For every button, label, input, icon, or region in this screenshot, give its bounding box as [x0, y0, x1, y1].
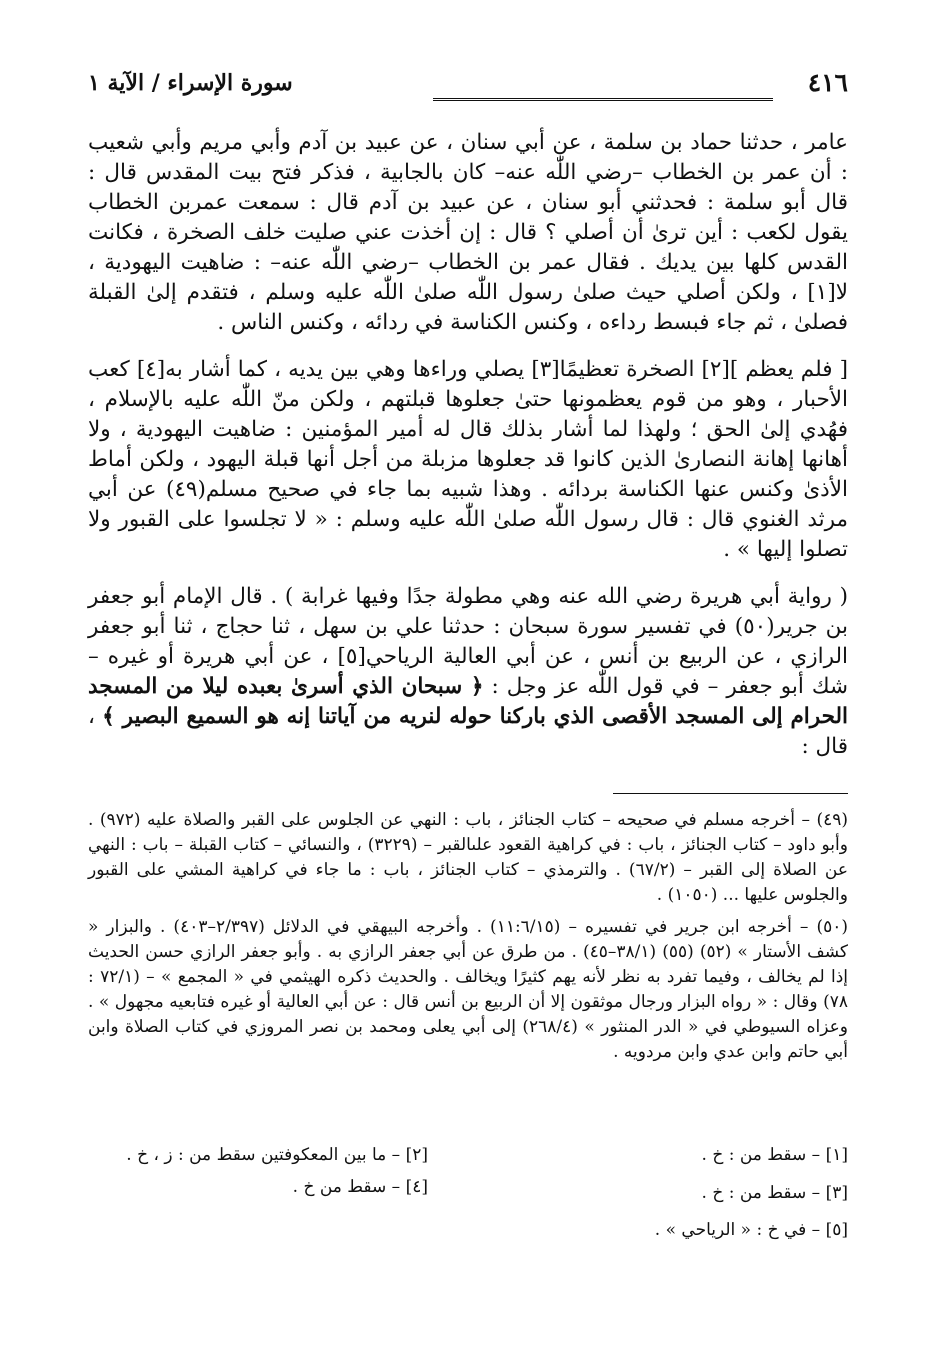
paragraph-3-lead: ( رواية أبي هريرة رضي الله عنه وهي مطولة جدًا وفيها غرابة ) . قال الإمام أبو جعفر بن جرير(٥٠) في تفسير سورة سبحان : حدثنا علي بن سهل ، ثنا حجاج ، ثنا أبو جعفر الرازي ، عن الربيع بن أنس ، عن أبي العالية الرياحي[٥] ، عن أبي هريرة أو غيره – شك أبو جعفر – في قول اللّٰه عز وجل :	[88, 584, 848, 699]
variant-note-1: [١] – سقط من : خ .	[701, 1145, 848, 1165]
footnotes	[88, 808, 848, 1072]
header-rule	[433, 98, 773, 101]
variant-note-4: [٤] – سقط من خ .	[292, 1177, 428, 1197]
variant-note-3: [٣] – سقط من : خ .	[701, 1183, 848, 1203]
variant-note-2: [٢] – ما بين المعكوفتين سقط من : ز ، خ .	[126, 1145, 428, 1165]
paragraph-1: عامر ، حدثنا حماد بن سلمة ، عن أبي سنان ، عن عبيد بن آدم وأبي مريم وأبي شعيب : أن عمر بن الخطاب –رضي اللّٰه عنه– كان بالجابية ، فذكر فتح بيت المقدس قال : قال أبو سلمة : فحدثني أبو سنان ، عن عبيد بن آدم قال : سمعت عمربن الخطاب يقول لكعب : أين ترىٰ أن أصلي ؟ قال : إن أخذت عني صليت خلف الصخرة ، فكانت القدس كلها بين يديك . فقال عمر بن الخطاب –رضي اللّٰه عنه– : ضاهيت اليهودية ، لا[١] ، ولكن أصلي حيث صلىٰ رسول اللّٰه صلىٰ اللّٰه عليه وسلم ، فتقدم إلىٰ القبلة فصلىٰ ، ثم جاء فبسط رداءه ، وكنس الكناسة في ردائه ، وكنس الناس .	[88, 130, 848, 335]
paragraph-2: [ فلم يعظم ][٢] الصخرة تعظيمًا[٣] يصلي وراءها وهي بين يديه ، كما أشار به[٤] كعب الأحبار ، وهو من قوم يعظمونها حتىٰ جعلوها قبلتهم ، ولكن منّ اللّٰه عليه بالإسلام ، فهُدي إلىٰ الحق ؛ ولهذا لما أشار بذلك قال له أمير المؤمنين : ضاهيت اليهودية ، ولا أهانها إهانة النصارىٰ الذين كانوا قد جعلوها مزبلة من أجل أنها قبلة اليهود ، ولكن أماط الأذىٰ وكنس عنها الكناسة بردائه . وهذا شبيه بما جاء في صحيح مسلم(٤٩) عن أبي مرثد الغنوي قال : قال رسول اللّٰه صلىٰ اللّٰه عليه وسلم : « لا تجلسوا على القبور ولا تصلوا إليها » .	[88, 357, 848, 562]
footnote-49: (٤٩) – أخرجه مسلم في صحيحه – كتاب الجنائز ، باب : النهي عن الجلوس على القبر والصلاة عليه (٩٧٢) . وأبو داود – كتاب الجنائز ، باب : في كراهية القعود علىالقبر – (٣٢٢٩) ، والنسائي – كتاب القبلة – باب : النهي عن الصلاة إلى القبر – (٦٧/٢) . والترمذي – كتاب الجنائز ، باب : ما جاء في كراهية المشي على القبور والجلوس عليها ... (١٠٥٠) .	[88, 810, 849, 905]
running-title: سورة الإسراء / الآية ١	[88, 70, 293, 96]
main-text	[88, 128, 848, 779]
paragraph-3-tail: ، قال :	[88, 704, 848, 759]
manuscript-variant-notes	[88, 1140, 848, 1250]
variant-note-5: [٥] – في خ : « الرياحي » .	[654, 1220, 848, 1240]
footnote-separator	[613, 793, 848, 794]
page-number: ٤١٦	[807, 68, 848, 97]
paragraph-3	[88, 582, 848, 762]
page-header	[88, 62, 848, 106]
quran-verse: ﴿ سبحان الذي أسرىٰ بعبده ليلا من المسجد الحرام إلى المسجد الأقصى الذي باركنا حوله لنريه من آياتنا إنه هو السميع البصير ﴾	[88, 674, 849, 729]
footnote-50: (٥٠) – أخرجه ابن جرير في تفسيره – (١١:٦/١٥) . وأخرجه البيهقي في الدلائل (٢/٣٩٧–٤٠٣) . والبزار « كشف الأستار » (٥٢) (٥٥) (٣٨/١–٤٥) . من طرق عن أبي جعفر الرازي به . وأبو جعفر الرازي حسن الحديث إذا لم يخالف ، وفيما تفرد به نظر لأنه يهم كثيرًا ويخالف . والحديث ذكره الهيثمي في « المجمع » – (٧٢/١ : ٧٨) وقال : « رواه البزار ورجال موثقون إلا أن الربيع بن أنس قال : عن أبي العالية أو غيره فتابعيه مجهول » . وعزاه السيوطي في « الدر المنثور » (٢٦٨/٤) إلى أبي يعلى ومحمد بن نصر المروزي في كتاب الصلاة وابن أبي حاتم وابن عدي وابن مردويه .	[88, 917, 849, 1062]
